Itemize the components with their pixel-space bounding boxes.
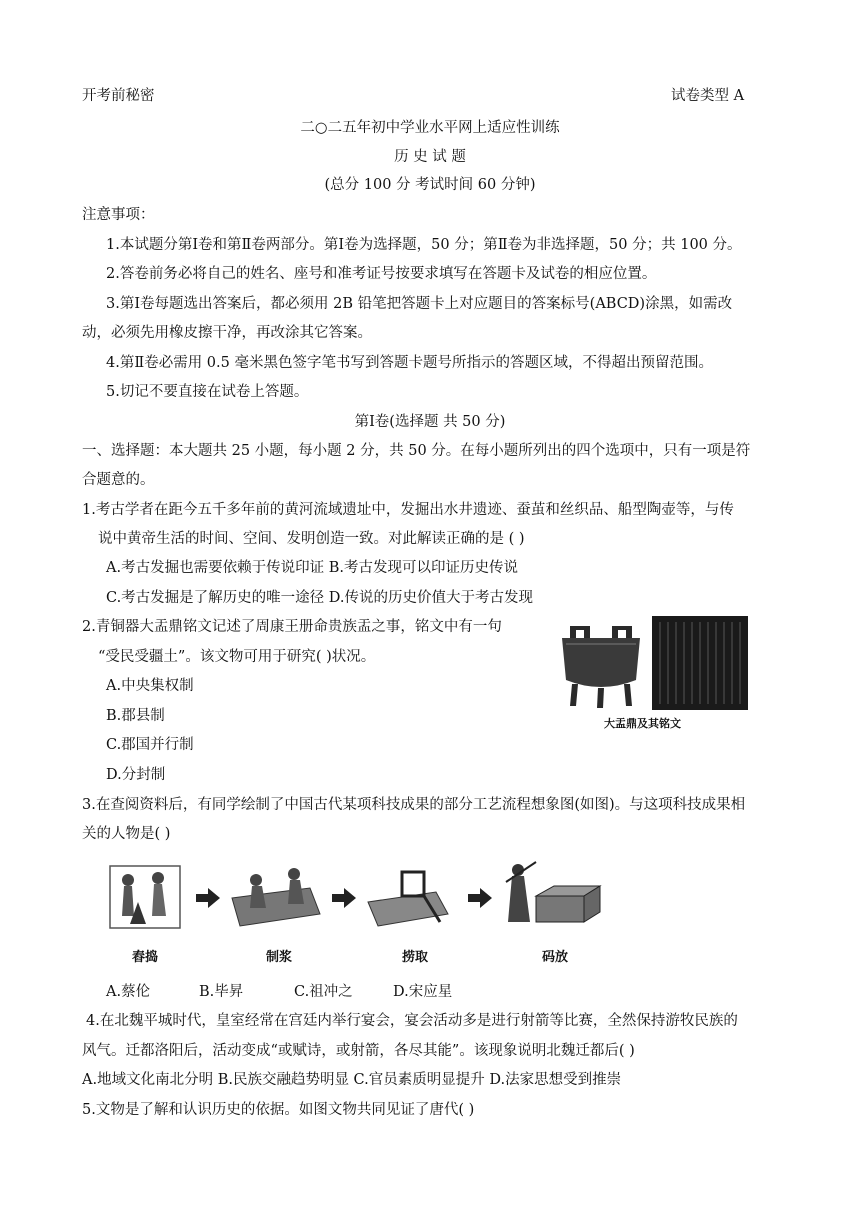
question-2-stem: 2.青铜器大盂鼎铭文记述了周康王册命贵族盂之事，铭文中有一句 [82,619,502,635]
step-label: 码放 [542,950,569,965]
papermaking-flow-figure [106,852,606,968]
step-label: 捞取 [402,950,429,965]
section-intro: 一、选择题：本大题共 25 小题，每小题 2 分，共 50 分。在每小题所列出的四个选项中，只有一项是符 [82,443,751,459]
section-intro: 合题意的。 [82,472,155,488]
question-3-option: C.祖冲之 [294,984,353,1000]
question-4-options: A.地域文化南北分明 B.民族交融趋势明显 C.官员素质明显提升 D.法家思想受到推崇 [82,1072,622,1088]
notice-item: 4.第Ⅱ卷必需用 0.5 毫米黑色签字笔书写到答题卡题号所指示的答题区域，不得超出预留范围。 [106,355,713,371]
question-4-stem: 风气。迁都洛阳后，活动变成“或赋诗，或射箭，各尽其能”。该现象说明北魏迁都后( ) [82,1043,635,1059]
score-time-line: (总分 100 分 考试时间 60 分钟) [324,177,536,193]
question-1-options: A.考古发掘也需要依赖于传说印证 B.考古发现可以印证历史传说 [106,560,518,576]
notice-item: 5.切记不要直接在试卷上答题。 [106,384,309,400]
question-1-stem: 说中黄帝生活的时间、空间、发明创造一致。对此解读正确的是 ( ) [98,531,525,547]
paper-type-label: 试卷类型 A [671,88,745,104]
step-illustration [110,866,180,928]
notice-item: 3.第Ⅰ卷每题选出答案后，都必须用 2B 铅笔把答题卡上对应题目的答案标号(ABCD)涂黑，如需改 [106,296,733,312]
question-3-option: B.毕昇 [199,984,244,1000]
question-3-stem: 3.在查阅资料后，有同学绘制了中国古代某项科技成果的部分工艺流程想象图(如图)。与这项科技成果相 [82,797,746,813]
exam-title: 二○二五年初中学业水平网上适应性训练 [300,120,560,136]
da-yu-ding-figure [556,614,750,736]
question-3-stem: 关的人物是( ) [82,826,171,842]
question-2-option: C.郡国并行制 [106,737,194,753]
question-2-option: D.分封制 [106,767,166,783]
question-2-option: A.中央集权制 [106,678,194,694]
question-2-stem: “受民受疆土”。该文物可用于研究( )状况。 [98,649,376,665]
process-illustration [106,852,606,942]
notice-item: 动，必须先用橡皮擦干净，再改涂其它答案。 [82,325,372,341]
figure-caption: 大盂鼎及其铭文 [604,717,681,730]
question-3-option: A.蔡伦 [106,984,151,1000]
question-4-stem: 4.在北魏平城时代，皇室经常在宫廷内举行宴会，宴会活动多是进行射箭等比赛，全然保持游牧民族的 [86,1013,738,1029]
step-label: 制浆 [266,950,293,965]
confidential-label: 开考前秘密 [82,88,155,104]
subject-title: 历 史 试 题 [394,149,466,165]
question-5-stem: 5.文物是了解和认识历史的依据。如图文物共同见证了唐代( ) [82,1102,475,1118]
notice-item: 2.答卷前务必将自己的姓名、座号和准考证号按要求填写在答题卡及试卷的相应位置。 [106,266,657,282]
question-1-options: C.考古发掘是了解历史的唯一途径 D.传说的历史价值大于考古发现 [106,590,534,606]
step-label: 舂捣 [132,950,159,965]
section-title: 第Ⅰ卷(选择题 共 50 分) [354,414,506,430]
question-3-option: D.宋应星 [393,984,453,1000]
notice-item: 1.本试题分第Ⅰ卷和第Ⅱ卷两部分。第Ⅰ卷为选择题，50 分；第Ⅱ卷为非选择题，50 分；共 100 分。 [106,237,742,253]
notice-heading: 注意事项： [82,207,155,223]
question-2-option: B.郡县制 [106,708,165,724]
question-1-stem: 1.考古学者在距今五千多年前的黄河流域遗址中，发掘出水井遗迹、蚕茧和丝织品、船型陶壶等，与传 [82,502,734,518]
